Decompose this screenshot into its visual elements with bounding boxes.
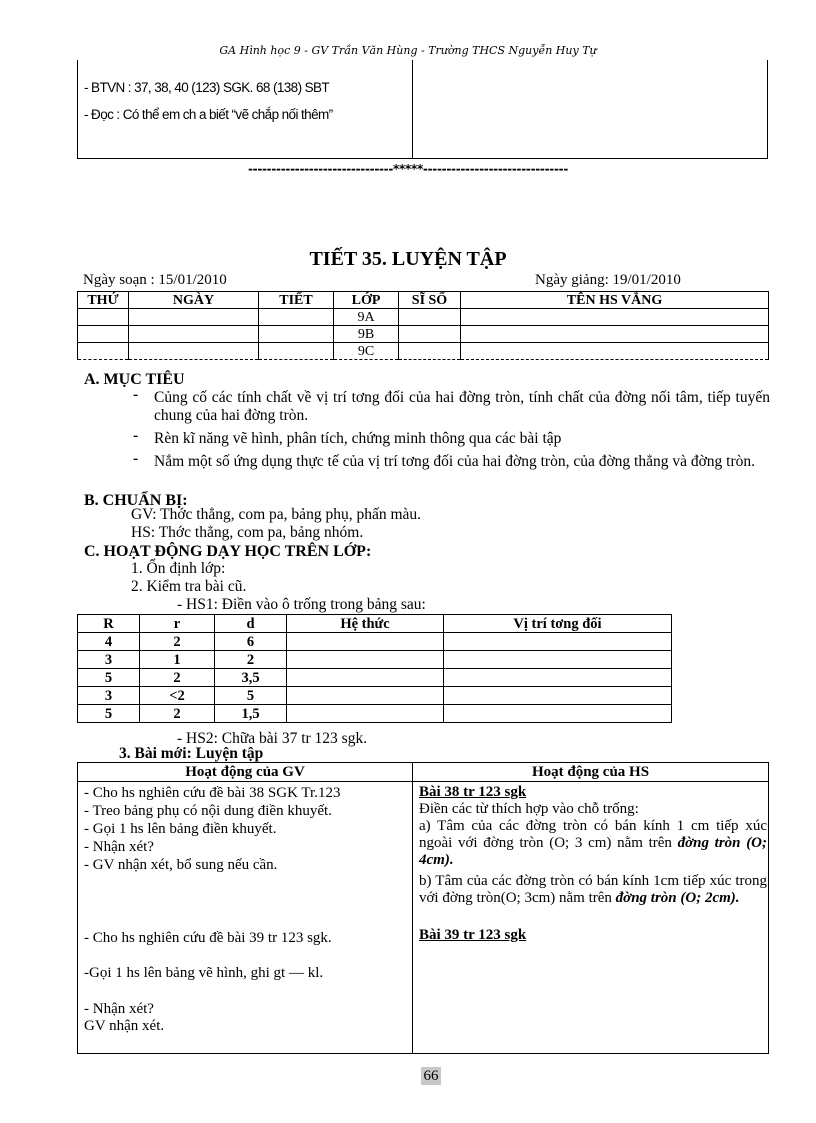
bai-38-title: Bài 38 tr 123 sgk [419, 784, 527, 800]
gv-line: - Nhận xét? [84, 839, 154, 855]
col-thu: THỨ [78, 292, 129, 309]
hs-answer-b: b) Tâm của các đờng tròn có bán kính 1cm tiếp xúc trong với đờng tròn(O; 3cm) nằm trên đờng tròn (O; 2cm). [419, 873, 767, 906]
lesson-title: TIẾT 35. LUYỆN TẬP [309, 248, 507, 270]
gv-line: - Nhận xét? [84, 1001, 154, 1017]
objective-2: Rèn kĩ năng vẽ hình, phân tích, chứng minh thông qua các bài tập [154, 430, 562, 447]
circle-relation-table [77, 614, 672, 723]
gv-line: -Gọi 1 hs lên bảng vẽ hình, ghi gt — kl. [84, 965, 324, 981]
gv-line: - Gọi 1 hs lên bảng điền khuyết. [84, 821, 277, 837]
gv-line: GV nhận xét. [84, 1018, 165, 1034]
class-cell: 9A [334, 309, 399, 326]
objective-1: Củng cố các tính chất về vị trí tơng đối của hai đờng tròn, tính chất của đờng nối tâm, tiếp tuyến chung của hai đờng tròn. [154, 389, 770, 424]
step-2: 2. Kiểm tra bài cũ. [131, 578, 247, 595]
page-header: GA Hình học 9 - GV Trần Văn Hùng - Trường THCS Nguyễn Huy Tự [219, 44, 597, 57]
bullet-icon: - [133, 427, 139, 444]
date-prepared: Ngày soạn : 15/01/2010 [83, 272, 227, 288]
col-d: d [215, 615, 287, 633]
col-r: r [140, 615, 215, 633]
table-row: 3 <2 5 [78, 687, 672, 705]
gv-line: - Cho hs nghiên cứu đề bài 38 SGK Tr.123 [84, 785, 341, 801]
hs-answer-b-value: đờng tròn (O; 2cm). [615, 890, 740, 906]
date-taught: Ngày giảng: 19/01/2010 [535, 272, 681, 288]
section-a-title: A. MỤC TIÊU [84, 371, 185, 388]
col-ngay: NGÀY [129, 292, 259, 309]
page-number: 66 [421, 1067, 441, 1085]
bai-39-title: Bài 39 tr 123 sgk [419, 927, 527, 943]
reading-line: - Đọc : Có thể em ch a biết “vẽ chắp nối thêm” [84, 107, 333, 122]
previous-lesson-box [77, 60, 768, 159]
activity-table [77, 762, 769, 1054]
col-lop: LỚP [334, 292, 399, 309]
hs2-task: - HS2: Chữa bài 37 tr 123 sgk. [177, 730, 368, 747]
hs-answer-a: a) Tâm của các đờng tròn có bán kính 1 cm tiếp xúc ngoài với đờng tròn (O; 3 cm) nằm trên đờng tròn (O; 4cm). [419, 818, 768, 868]
separator: -------------------------------*****------------------------------- [247, 162, 569, 176]
step-3: 3. Bài mới: Luyện tập [119, 745, 264, 762]
col-R: R [78, 615, 140, 633]
hs-header: Hoạt động của HS [531, 764, 650, 780]
gv-header: Hoạt động của GV [185, 764, 305, 780]
attendance-table [77, 291, 769, 360]
table-row: 5 2 1,5 [78, 705, 672, 723]
bullet-icon: - [133, 386, 139, 403]
class-cell: 9C [334, 343, 399, 360]
hs-intro: Điền các từ thích hợp vào chỗ trống: [419, 801, 639, 817]
gv-line: - Cho hs nghiên cứu đề bài 39 tr 123 sgk. [84, 930, 332, 946]
col-vi-tri: Vị trí tơng đối [444, 615, 672, 633]
hs-prep: HS: Thớc thẳng, com pa, bảng nhóm. [131, 524, 364, 541]
col-he-thuc: Hệ thức [287, 615, 444, 633]
table-row: 4 2 6 [78, 633, 672, 651]
section-b-title: B. CHUẨN BỊ: [84, 492, 188, 509]
col-tiet: TIẾT [259, 292, 334, 309]
bullet-icon: - [133, 450, 139, 467]
col-ten-hs-vang: TÊN HS VẮNG [461, 292, 769, 309]
hs-answer-a-value: đờng tròn (O; 4cm). [419, 835, 768, 868]
gv-line: - Treo bảng phụ có nội dung điền khuyết. [84, 803, 332, 819]
class-cell: 9B [334, 326, 399, 343]
objective-3: Nắm một số ứng dụng thực tế của vị trí tơng đối của hai đờng tròn, của đờng thẳng và đờng tròn. [154, 453, 756, 470]
homework-line: - BTVN : 37, 38, 40 (123) SGK. 68 (138) SBT [84, 80, 330, 95]
col-si-so: SĨ SỐ [399, 292, 461, 309]
table-row: 5 2 3,5 [78, 669, 672, 687]
step-1: 1. Ổn định lớp: [131, 560, 226, 577]
gv-line: - GV nhận xét, bổ sung nếu cần. [84, 857, 278, 873]
section-c-title: C. HOẠT ĐỘNG DẠY HỌC TRÊN LỚP: [84, 543, 372, 560]
hs1-task: - HS1: Điền vào ô trống trong bảng sau: [177, 596, 426, 613]
gv-prep: GV: Thớc thẳng, com pa, bảng phụ, phấn màu. [131, 506, 422, 523]
table-row: 3 1 2 [78, 651, 672, 669]
